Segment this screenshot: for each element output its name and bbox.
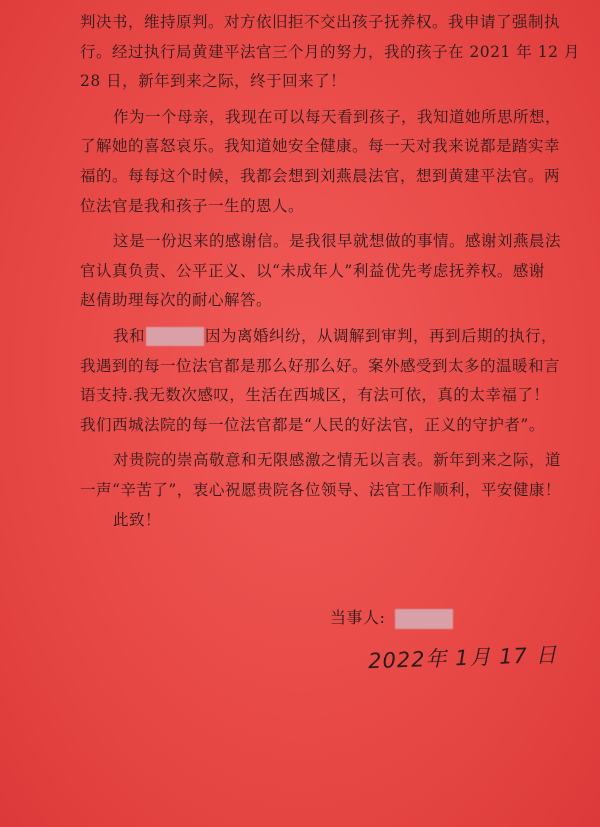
letter-line: 位法官是我和孩子一生的恩人。 <box>80 196 305 215</box>
redaction-box <box>146 327 204 346</box>
letter-line-with-redaction <box>80 322 560 352</box>
letter-line: 对贵院的崇高敬意和无限感激之情无以言表。新年到来之际，道 <box>113 451 562 470</box>
handwritten-date: 2022年 1月 17 日 <box>367 642 558 674</box>
letter-line: 我们西城法院的每一位法官都是“人民的好法官，正义的守护者”。 <box>80 415 545 434</box>
letter-line: 这是一份迟来的感谢信。是我很早就想做的事情。感谢刘燕晨法 <box>113 232 562 251</box>
letter-line: 了解她的喜怒哀乐。我知道她安全健康。每一天对我来说都是踏实幸 <box>80 137 561 156</box>
letter-line: 28 日，新年到来之际，终于回来了！ <box>80 72 347 91</box>
letter-line: 官认真负责、公平正义、以“未成年人”利益优先考虑抚养权。感谢 <box>80 261 545 280</box>
letter-line: 判决书，维持原判。对方依旧拒不交出孩子抚养权。我申请了强制执 <box>80 13 561 31</box>
letter-line: 赵倩助理每次的耐心解答。 <box>80 291 273 310</box>
letter-line: 一声“辛苦了”，衷心祝愿贵院各位领导、法官工作顺利，平安健康！ <box>80 480 561 499</box>
letter-line: 语支持.我无数次感叹，生活在西城区，有法可依，真的太幸福了！ <box>80 386 550 405</box>
letter-body <box>80 8 580 535</box>
letter-line: 作为一个母亲，我现在可以每天看到孩子，我知道她所思所想， <box>113 107 562 126</box>
letter-line-part: 因为离婚纠纷，从调解到审判，再到后期的执行， <box>205 326 558 345</box>
letter-line: 此致！ <box>113 510 162 529</box>
letter-line-part: 我和 <box>113 326 146 345</box>
letter-line: 行。经过执行局黄建平法官三个月的努力，我的孩子在 2021 年 12 月 <box>80 42 580 61</box>
letter-line: 福的。每每这个时候，我都会想到刘燕晨法官，想到黄建平法官。两 <box>80 166 561 185</box>
signature-label: 当事人: <box>330 608 386 627</box>
signature-row <box>330 605 453 629</box>
signature-redaction <box>395 609 453 629</box>
letter-line: 我遇到的每一位法官都是那么好那么好。案外感受到太多的温暖和言 <box>80 356 561 375</box>
